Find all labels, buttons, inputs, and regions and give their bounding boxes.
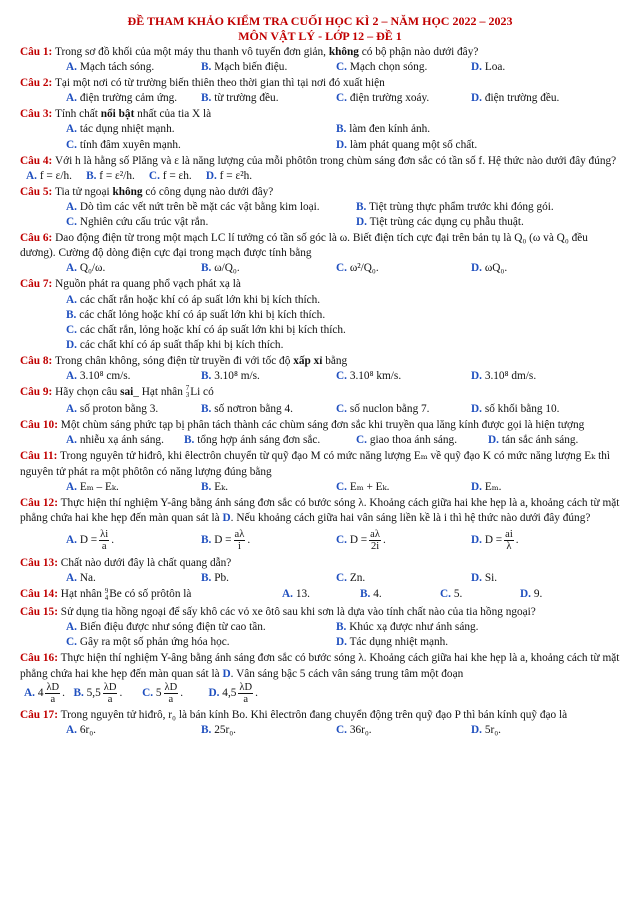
- nuclide-symbol: Be: [109, 588, 122, 601]
- option-b[interactable]: B. f = ε²/h.: [86, 169, 135, 182]
- nuclide-symbol: Li: [190, 386, 201, 399]
- question-emphasis: sai: [120, 386, 134, 399]
- question-text: Hãy chọn câu: [52, 386, 121, 399]
- question-label: Câu 13:: [20, 556, 58, 569]
- option-c[interactable]: C. Gây ra một số phản ứng hóa học.: [66, 636, 230, 649]
- question-text: Tia tử ngoại: [52, 185, 113, 198]
- option-a[interactable]: A. 6r₀.: [66, 723, 96, 736]
- options-row: [20, 60, 620, 75]
- question-1: [20, 45, 620, 60]
- question-text: Sử dụng tia hồng ngoại để sấy khô các vỏ xe ôtô sau khi sơn là dựa vào tính chất nào của tia hồng ngoại?: [57, 606, 536, 619]
- option-a[interactable]: A. nhiễu xạ ánh sáng.: [66, 434, 164, 447]
- option-d[interactable]: D. 3.10⁸ dm/s.: [471, 369, 537, 382]
- question-text: có số prôtôn là: [121, 588, 192, 601]
- options-row: [20, 571, 620, 586]
- question-label: Câu 17:: [20, 708, 58, 721]
- question-2: [20, 76, 620, 91]
- question-emphasis: D: [222, 511, 231, 524]
- question-text: có: [200, 386, 214, 399]
- question-emphasis: không: [328, 46, 359, 58]
- question-label: Câu 7:: [20, 278, 53, 291]
- question-label: Câu 9:: [20, 386, 53, 399]
- question-text: nhất của tia X là: [134, 108, 212, 121]
- option-b[interactable]: B. ω/Q₀.: [201, 262, 240, 275]
- fraction: $\frac{a\lambda}{i}$: [234, 528, 245, 552]
- option-d[interactable]: D. 9.: [520, 588, 543, 601]
- option-c[interactable]: C. tính đâm xuyên mạnh.: [66, 138, 181, 151]
- option-b[interactable]: B. Mạch biến điệu.: [201, 61, 288, 74]
- option-b[interactable]: B. Pb.: [201, 572, 229, 584]
- fraction: $\frac{\lambda D}{a}$: [239, 681, 253, 705]
- question-emphasis: không: [112, 185, 143, 198]
- question-text: Trong nguyên tử hiđrô, khi êlectrôn chuyển từ quỹ đạo M có mức năng lượng Eₘ về quỹ đạo K có mức năng lượng Eₖ thì nguyên tử phát ra một phôtôn có năng lượng đúng bằng: [20, 450, 610, 478]
- question-label: Câu 1:: [20, 46, 53, 58]
- options-row: [20, 138, 620, 153]
- options-row: [20, 723, 620, 738]
- fraction: $\frac{\lambda D}{a}$: [103, 681, 117, 705]
- question-11: [20, 449, 620, 479]
- question-7: [20, 277, 620, 292]
- option-b[interactable]: B. làm đen kính ảnh.: [336, 123, 431, 136]
- option-c[interactable]: C. 5 $\frac{\lambda D}{a}$ .: [142, 681, 184, 705]
- option-c[interactable]: C. số nuclon bằng 7.: [336, 403, 430, 416]
- question-12: [20, 496, 620, 526]
- option-d[interactable]: D. ωQ₀.: [471, 262, 508, 275]
- nuclide-numbers: 9 4: [104, 586, 109, 602]
- question-text: Chất nào dưới đây là chất quang dẫn?: [57, 556, 232, 569]
- options-row: [20, 620, 620, 635]
- options-row: [20, 480, 620, 495]
- question-label: Câu 4:: [20, 154, 53, 167]
- question-10: [20, 418, 620, 433]
- option-b[interactable]: B. số nơtron bằng 4.: [201, 403, 293, 416]
- option-b[interactable]: B. 5,5 $\frac{\lambda D}{a}$ .: [73, 681, 123, 705]
- option-a[interactable]: A. 4 $\frac{\lambda D}{a}$ .: [24, 681, 65, 705]
- fraction: $\frac{\lambda D}{a}$: [164, 681, 178, 705]
- option-d[interactable]: D. điện trường đều.: [471, 92, 560, 105]
- option-a[interactable]: A. Na.: [66, 572, 96, 584]
- option-b[interactable]: B. Eₖ.: [201, 480, 229, 493]
- question-label: Câu 6:: [20, 232, 53, 245]
- question-stem: [20, 587, 282, 602]
- options-row: [20, 91, 620, 106]
- question-label: Câu 11:: [20, 450, 58, 463]
- option-d[interactable]: D. Si.: [471, 572, 498, 584]
- option-a[interactable]: A. tác dụng nhiệt mạnh.: [66, 123, 175, 136]
- option-d[interactable]: D. Tác dụng nhiệt mạnh.: [336, 636, 449, 649]
- question-16: [20, 651, 620, 704]
- option-b[interactable]: B. 4.: [360, 588, 382, 601]
- question-8: [20, 354, 620, 369]
- option-a[interactable]: A. D = $\frac{\lambda i}{a}$ .: [66, 528, 115, 552]
- options-inline: [26, 169, 252, 184]
- option-a[interactable]: A. điện trường cảm ứng.: [66, 92, 178, 105]
- question-text: Nguồn phát ra quang phổ vạch phát xạ là: [52, 278, 241, 291]
- option-a[interactable]: A. Dò tìm các vết nứt trên bề mặt các vật bằng kim loại.: [66, 200, 320, 213]
- question-5: [20, 185, 620, 200]
- option-c[interactable]: C. 5.: [440, 588, 463, 601]
- option-c[interactable]: C. các chất rắn, lỏng hoặc khí có áp suất lớn khi bị kích thích.: [66, 323, 346, 336]
- question-label: Câu 8:: [20, 354, 53, 367]
- options-row: [20, 215, 620, 230]
- option-d[interactable]: D. 4,5 $\frac{\lambda D}{a}$ .: [208, 681, 258, 705]
- option-d[interactable]: D. làm phát quang một số chất.: [336, 138, 478, 151]
- question-13: [20, 556, 620, 571]
- option-c[interactable]: C. 3.10⁸ km/s.: [336, 369, 402, 382]
- option-a[interactable]: A. số proton bằng 3.: [66, 403, 159, 416]
- option-d[interactable]: D. 5r₀.: [471, 723, 501, 736]
- question-emphasis: xấp xỉ: [293, 354, 323, 367]
- options-list: [20, 293, 620, 353]
- option-c[interactable]: C. 36r₀.: [336, 723, 372, 736]
- option-a[interactable]: A. Eₘ – Eₖ.: [66, 480, 119, 493]
- options-row: [20, 635, 620, 650]
- options-row: [20, 369, 620, 384]
- fraction: $\frac{ai}{\lambda}$: [505, 528, 513, 552]
- option-c[interactable]: C. Zn.: [336, 572, 366, 584]
- option-c[interactable]: C. ω²/Q₀.: [336, 262, 379, 275]
- options-inline: [24, 682, 258, 705]
- option-b[interactable]: B. tổng hợp ánh sáng đơn sắc.: [184, 434, 321, 447]
- option-d[interactable]: D. Loa.: [471, 61, 506, 74]
- option-b[interactable]: B. từ trường đều.: [201, 92, 279, 105]
- option-c[interactable]: C. điện trường xoáy.: [336, 92, 430, 105]
- question-text: Thực hiện thí nghiệm Y-âng bằng ánh sáng đơn sắc có bước sóng λ. Khoảng cách giữa hai khe hẹp là a, khoảng cách từ mặt phẳng chứa hai khe hẹp đến màn quan sát là: [20, 496, 620, 524]
- question-3: [20, 107, 620, 122]
- exam-subtitle: MÔN VẬT LÝ - LỚP 12 – ĐỀ 1: [238, 29, 402, 43]
- nuclide-numbers: 7 3: [185, 384, 190, 400]
- fraction: $\frac{\lambda i}{a}$: [100, 528, 109, 552]
- question-4: [20, 154, 620, 184]
- option-d[interactable]: D. tán sắc ánh sáng.: [488, 434, 579, 447]
- option-a[interactable]: A. f = ε/h.: [26, 169, 72, 182]
- option-d[interactable]: D. số khối bằng 10.: [471, 403, 560, 416]
- question-6: [20, 231, 620, 261]
- question-15: [20, 605, 620, 620]
- question-label: Câu 5:: [20, 185, 53, 198]
- question-text: Trong sơ đồ khối của một máy thu thanh vô tuyến đơn giản,: [52, 46, 329, 58]
- option-c[interactable]: C. giao thoa ánh sáng.: [356, 434, 458, 447]
- option-b[interactable]: B. 25r₀.: [201, 723, 237, 736]
- question-text: Trong chân không, sóng điện từ truyền đi với tốc độ: [52, 354, 294, 367]
- option-c[interactable]: C. Eₘ + Eₖ.: [336, 480, 390, 493]
- question-label: Câu 10:: [20, 419, 58, 432]
- option-a[interactable]: A. 3.10⁸ cm/s.: [66, 369, 131, 382]
- options-row: [20, 526, 620, 555]
- question-text: Trong nguyên tử hiđrô, r₀ là bán kính Bo. Khi êlectrôn đang chuyển động trên quỹ đạo P thì bán kính quỹ đạo là: [57, 708, 568, 721]
- question-emphasis: D: [222, 667, 231, 680]
- question-text: Tại một nơi có từ trường biến thiên theo thời gian thì tại nơi đó xuất hiện: [52, 77, 385, 90]
- option-a[interactable]: A. Q₀/ω.: [66, 262, 106, 275]
- options-row: [20, 122, 620, 137]
- option-c[interactable]: C. Mạch chọn sóng.: [336, 61, 428, 74]
- option-a[interactable]: A. các chất rắn hoặc khí có áp suất lớn khi bị kích thích.: [66, 293, 321, 306]
- question-17: [20, 708, 620, 723]
- option-b[interactable]: B. D = $\frac{a\lambda}{i}$ .: [201, 528, 251, 552]
- options-row: [20, 400, 620, 417]
- option-a[interactable]: A. Mạch tách sóng.: [66, 61, 155, 74]
- question-14: [20, 587, 620, 602]
- question-label: Câu 14:: [20, 588, 58, 601]
- exam-title: ĐỀ THAM KHẢO KIỂM TRA CUỐI HỌC KÌ 2 – NĂM HỌC 2022 – 2023: [127, 14, 513, 28]
- options-row: [20, 200, 620, 215]
- option-d[interactable]: D. các chất khí có áp suất thấp khi bị kích thích.: [66, 338, 284, 351]
- option-d[interactable]: D. f = ε²h.: [205, 169, 253, 182]
- question-text: . Nếu khoảng cách giữa hai vân sáng liền kề là i thì hệ thức nào dưới đây đúng?: [230, 511, 591, 524]
- question-emphasis: nổi bật: [100, 108, 135, 121]
- question-text: có bộ phận nào dưới đây?: [358, 46, 479, 58]
- option-c[interactable]: C. Nghiên cứu cấu trúc vật rắn.: [66, 216, 209, 229]
- question-label: Câu 12:: [20, 496, 58, 509]
- option-c[interactable]: C. f = εh.: [148, 169, 192, 182]
- option-a[interactable]: A. 13.: [282, 588, 310, 601]
- question-label: Câu 15:: [20, 606, 58, 619]
- question-label: Câu 2:: [20, 77, 53, 90]
- options-row: [20, 433, 620, 448]
- question-text: _ Hạt nhân: [133, 386, 186, 399]
- fraction: $\frac{\lambda D}{a}$: [46, 681, 60, 705]
- option-c[interactable]: C. D = $\frac{a\lambda}{2i}$ .: [336, 528, 386, 552]
- option-d[interactable]: D. D = $\frac{ai}{\lambda}$ .: [471, 528, 519, 552]
- options-row: [20, 261, 620, 276]
- question-text: Dao động điện từ trong một mạch LC lí tưởng có tần số góc là ω. Biết điện tích cực đại trên bản tụ là Q₀ (ω và Q₀ đều dương). Cường độ dòng điện cực đại trong mạch được tính bằng: [20, 232, 588, 260]
- option-b[interactable]: B. các chất lỏng hoặc khí có áp suất lớn khi bị kích thích.: [66, 308, 326, 321]
- option-b[interactable]: B. 3.10⁸ m/s.: [201, 369, 260, 382]
- option-b[interactable]: B. Khúc xạ được như ánh sáng.: [336, 621, 479, 634]
- fraction: $\frac{a\lambda}{2i}$: [370, 528, 380, 552]
- option-d[interactable]: D. Tiệt trùng các dụng cụ phẫu thuật.: [356, 216, 524, 229]
- question-text: bằng: [322, 354, 348, 367]
- question-label: Câu 3:: [20, 108, 53, 121]
- question-text: Với h là hằng số Plăng và ε là năng lượng của mỗi phôtôn trong chùm sáng đơn sắc có tần số f. Hệ thức nào dưới đây đúng?: [52, 154, 617, 167]
- question-9: [20, 385, 620, 400]
- question-text: Thực hiện thí nghiệm Y-âng bằng ánh sáng đơn sắc có bước sóng λ. Khoảng cách giữa hai khe hẹp là a, khoảng cách từ mặt phẳng chứa hai khe hẹp đến màn quan sát là: [20, 652, 620, 680]
- option-b[interactable]: B. Tiệt trùng thực phẩm trước khi đóng gói.: [356, 200, 554, 213]
- question-text: Tính chất: [52, 108, 101, 121]
- question-label: Câu 16:: [20, 652, 58, 665]
- question-text: Hạt nhân: [57, 588, 105, 601]
- question-text: có công dụng nào dưới đây?: [142, 185, 274, 198]
- question-text: . Vân sáng bậc 5 cách vân sáng trung tâm một đoạn: [230, 667, 464, 680]
- question-text: Một chùm sáng phức tạp bị phân tách thành các chùm sáng đơn sắc khi truyền qua lăng kính được gọi là hiện tượng: [57, 419, 585, 432]
- option-d[interactable]: D. Eₘ.: [471, 480, 502, 493]
- option-a[interactable]: A. Biến điệu được như sóng điện từ cao tần.: [66, 621, 266, 634]
